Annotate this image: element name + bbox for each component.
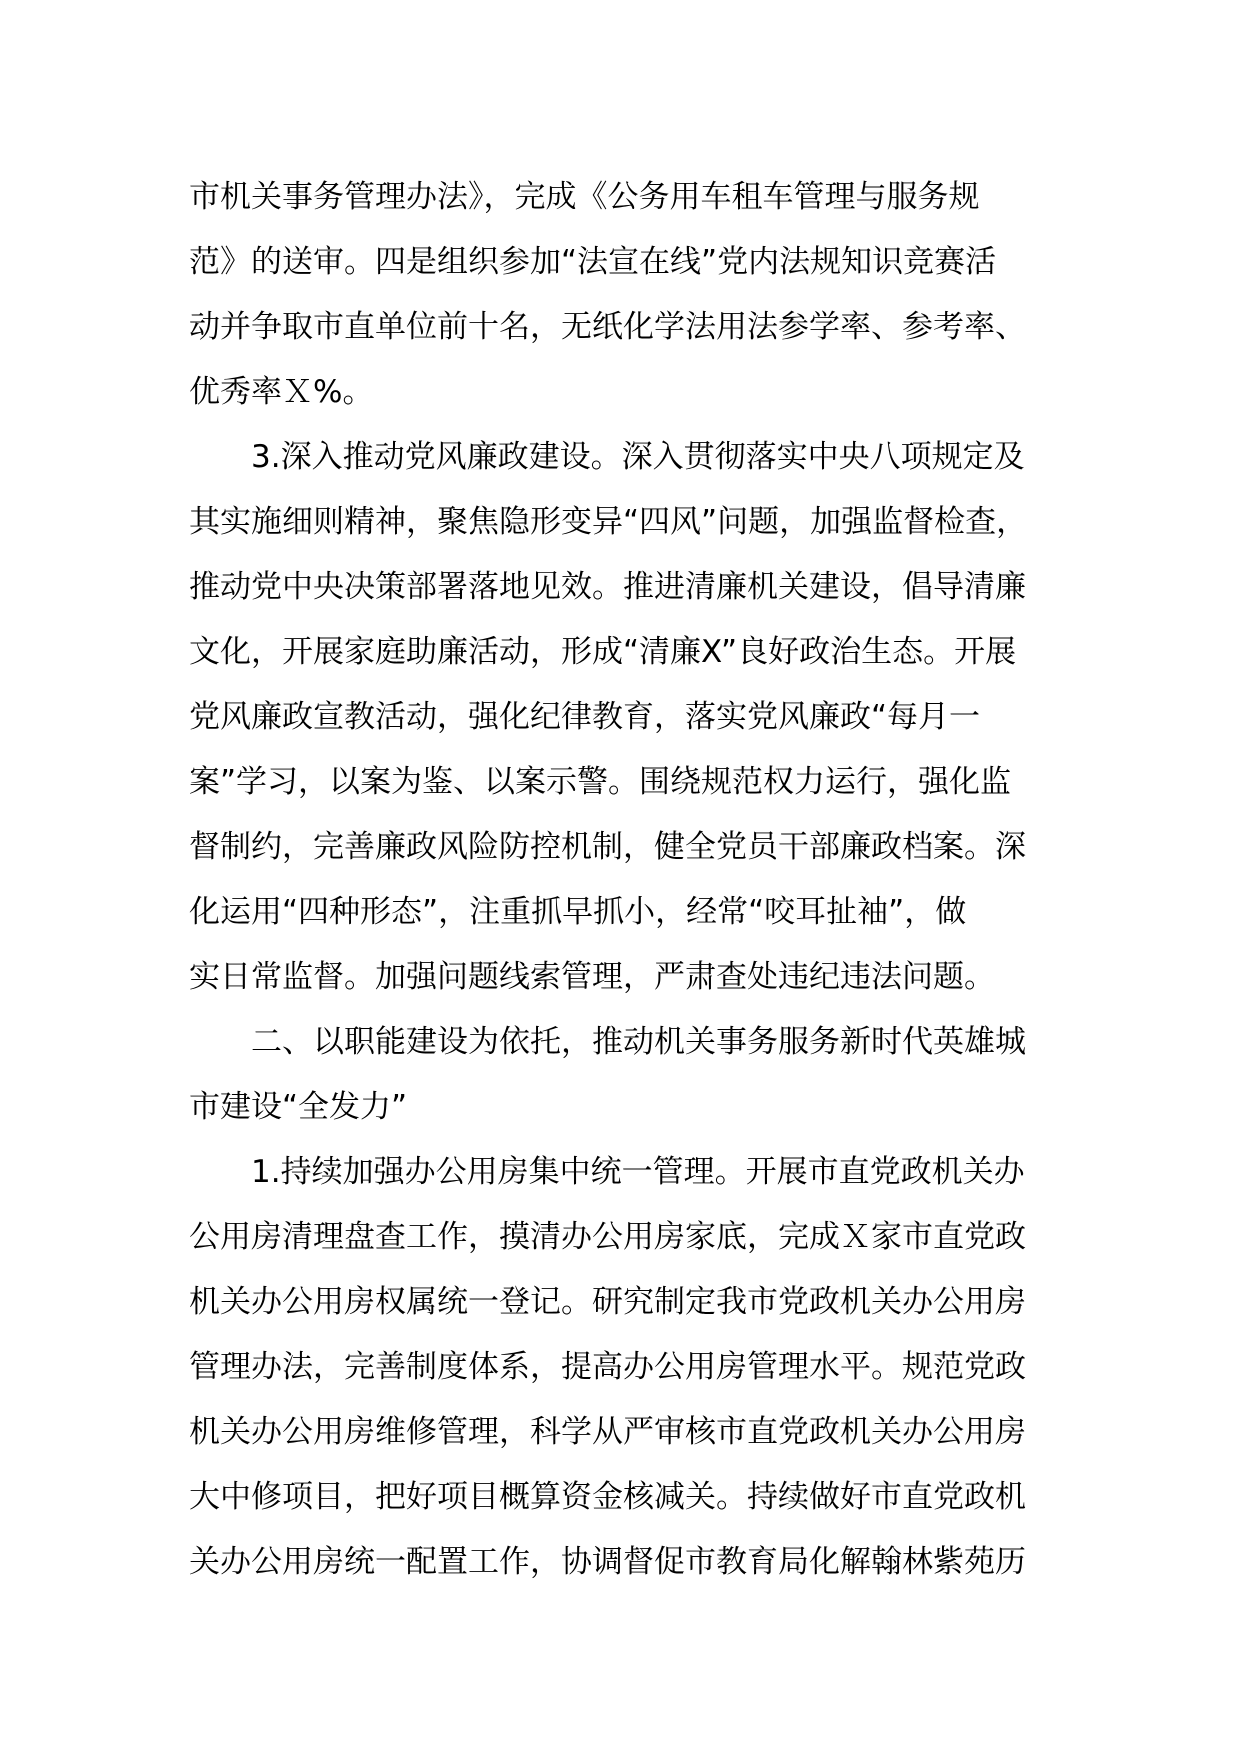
paragraph-heading-3: 3.深入推动党风廉政建设。深入贯彻落实中央八项规定及 [251,439,1025,475]
text-line: 其实施细则精神，聚焦隐形变异“四风”问题，加强监督检查， [189,504,1028,540]
text-line: 范》的送审。四是组织参加“法宣在线”党内法规知识竞赛活 [189,244,997,280]
section-heading-2-cont: 市建设“全发力” [189,1089,408,1125]
text-line: 公用房清理盘查工作，摸清办公用房家底，完成Ｘ家市直党政 [189,1219,1026,1255]
document-body [189,165,1049,1595]
text-line: 案”学习，以案为鉴、以案示警。围绕规范权力运行，强化监 [189,764,1012,800]
paragraph-heading-1: 1.持续加强办公用房集中统一管理。开展市直党政机关办 [251,1154,1025,1190]
text-line: 管理办法，完善制度体系，提高办公用房管理水平。规范党政 [189,1349,1026,1385]
text-line: 化运用“四种形态”，注重抓早抓小，经常“咬耳扯袖”，做 [189,894,967,930]
text-line: 督制约，完善廉政风险防控机制，健全党员干部廉政档案。深 [189,829,1026,865]
text-line: 优秀率Ｘ%。 [189,374,374,410]
text-line: 实日常监督。加强问题线索管理，严肃查处违纪违法问题。 [189,959,995,995]
text-line: 党风廉政宣教活动，强化纪律教育，落实党风廉政“每月一 [189,699,981,735]
text-line: 机关办公用房权属统一登记。研究制定我市党政机关办公用房 [189,1284,1026,1320]
text-line: 关办公用房统一配置工作，协调督促市教育局化解翰林紫苑历 [189,1544,1026,1580]
text-line: 大中修项目，把好项目概算资金核减关。持续做好市直党政机 [189,1479,1026,1515]
text-line: 机关办公用房维修管理，科学从严审核市直党政机关办公用房 [189,1414,1026,1450]
text-line: 推动党中央决策部署落地见效。推进清廉机关建设，倡导清廉 [189,569,1026,605]
text-line: 文化，开展家庭助廉活动，形成“清廉X”良好政治生态。开展 [189,634,1017,670]
section-heading-2: 二、以职能建设为依托，推动机关事务服务新时代英雄城 [251,1024,1026,1060]
text-line: 动并争取市直单位前十名，无纸化学法用法参学率、参考率、 [189,309,1026,345]
text-line: 市机关事务管理办法》，完成《公务用车租车管理与服务规 [189,179,980,215]
